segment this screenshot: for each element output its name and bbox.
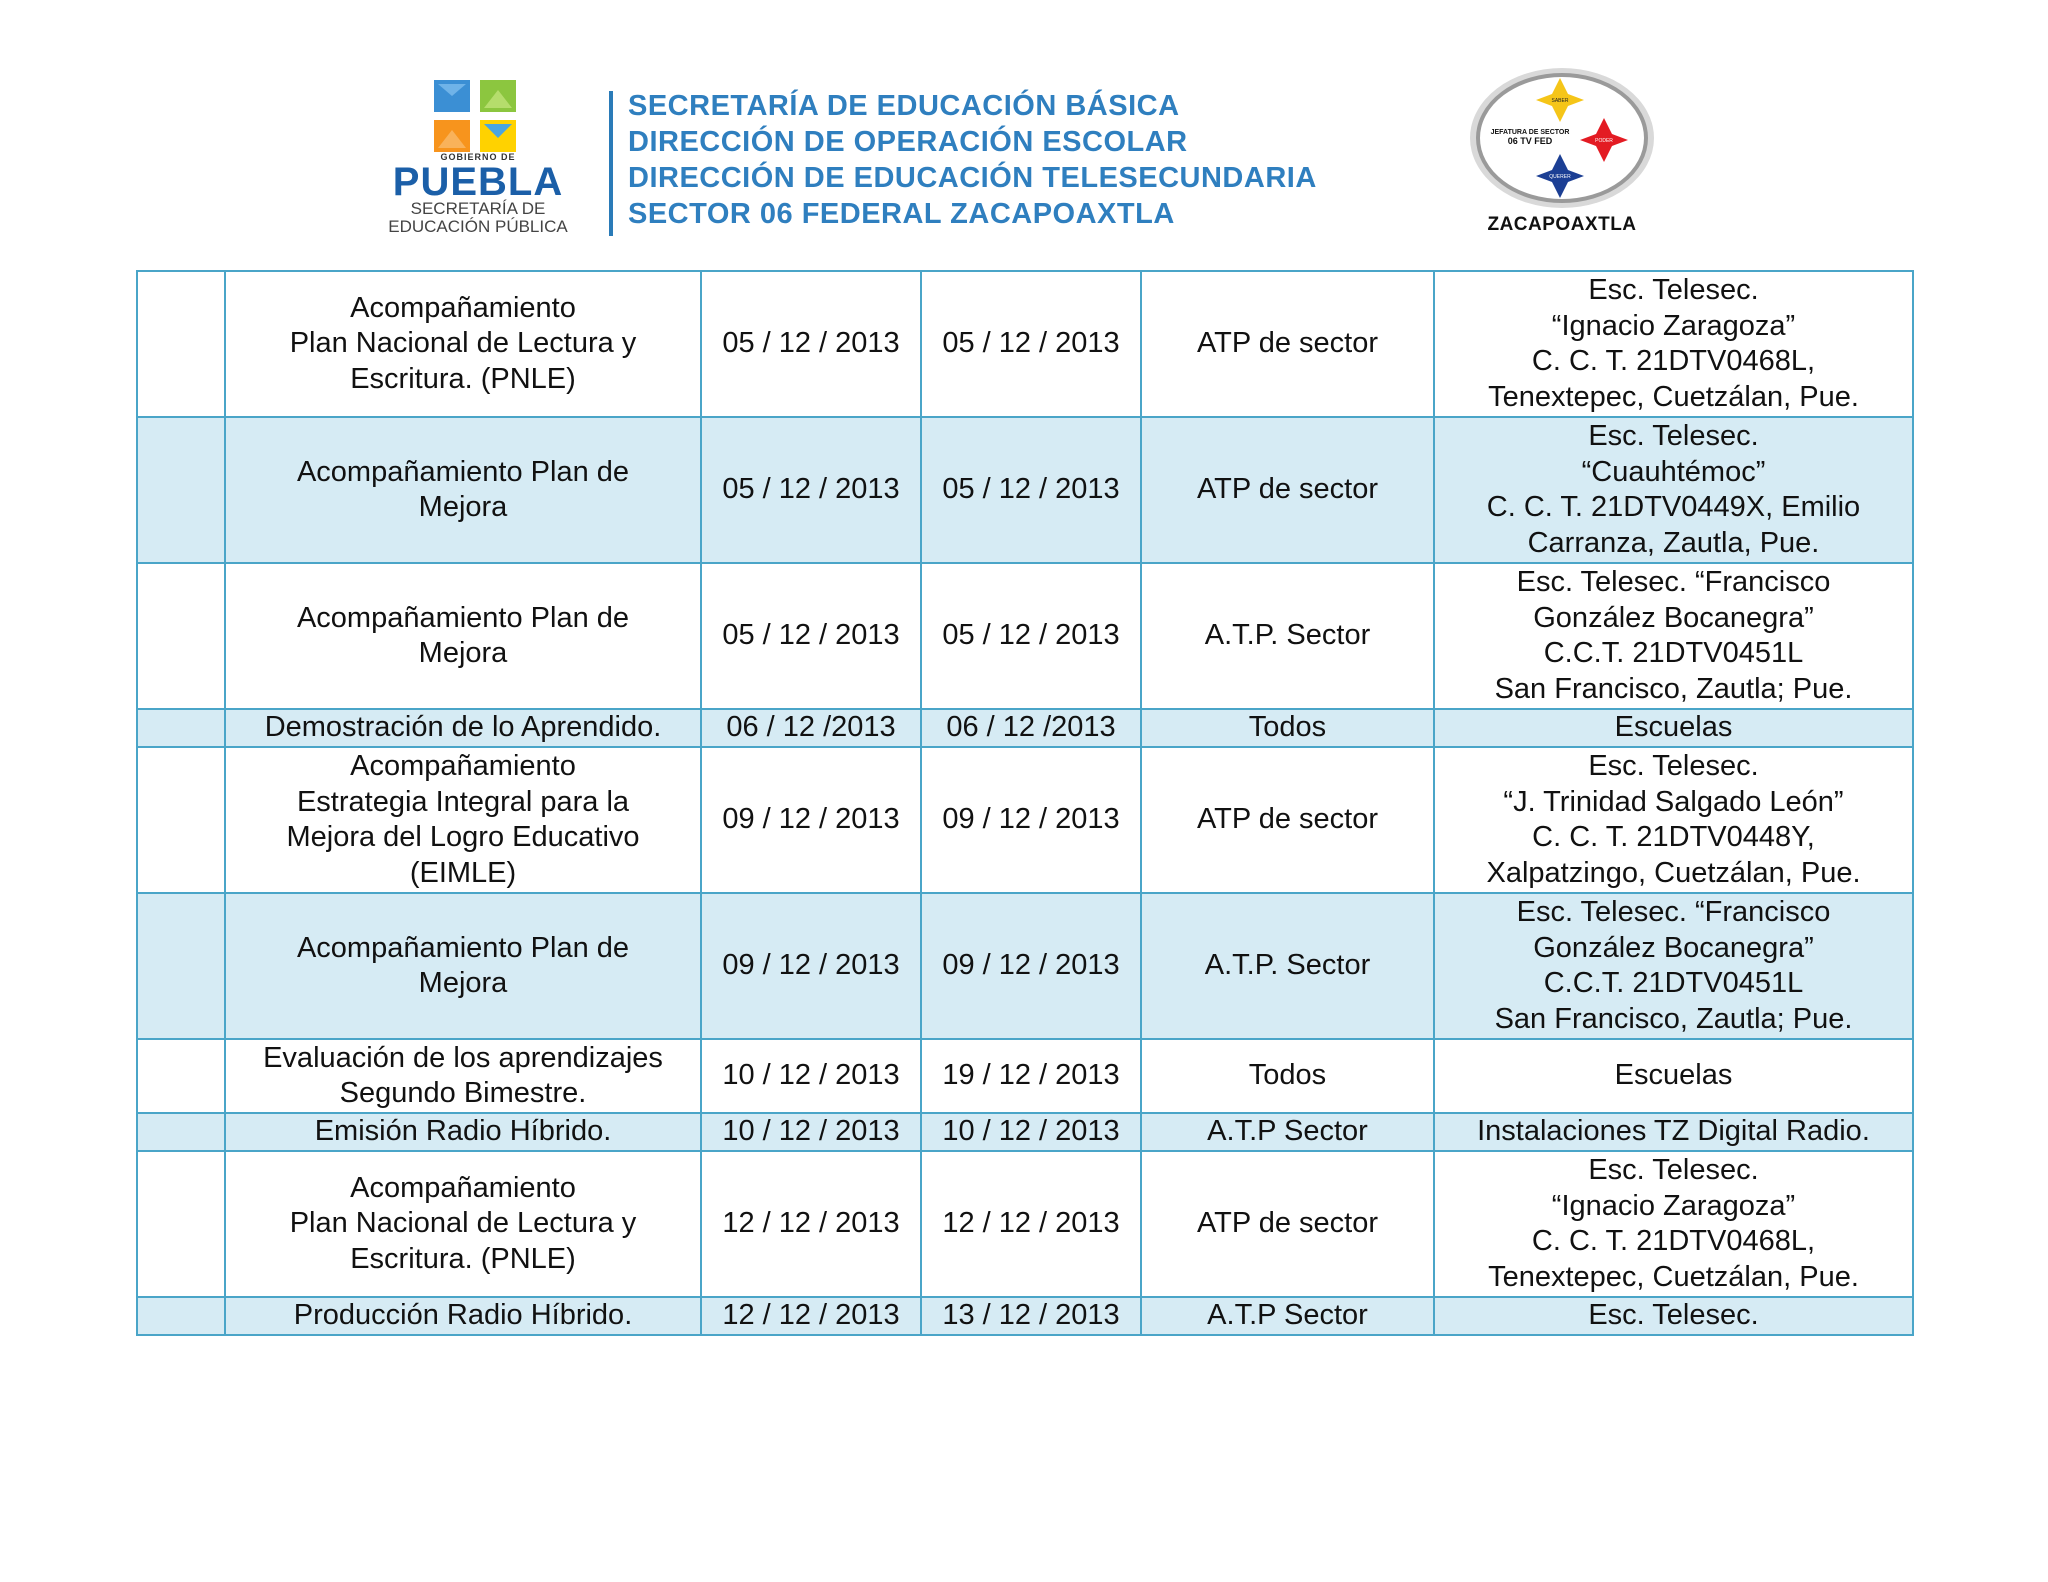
table-row	[137, 1113, 1913, 1151]
place-cell: Esc. Telesec. “Ignacio Zaragoza” C. C. T. 21DTV0468L, Tenextepec, Cuetzálan, Pue.	[1434, 271, 1913, 417]
table-row	[137, 271, 1913, 417]
table-row	[137, 893, 1913, 1039]
start-date-cell: 10 / 12 / 2013	[701, 1039, 921, 1113]
responsible-cell: ATP de sector	[1141, 417, 1434, 563]
activities-table	[136, 270, 1914, 1336]
row-number-cell	[137, 1113, 225, 1151]
logo-subtitle	[372, 200, 584, 236]
activity-cell: Acompañamiento Plan de Mejora	[225, 893, 701, 1039]
logo-subtitle-line1: SECRETARÍA DE	[410, 199, 546, 218]
puebla-pinwheel-icon	[432, 78, 522, 154]
activities-table-body	[137, 271, 1913, 1335]
document-header	[0, 0, 2048, 260]
start-date-cell: 05 / 12 / 2013	[701, 417, 921, 563]
activity-cell: Evaluación de los aprendizajes Segundo Bimestre.	[225, 1039, 701, 1113]
responsible-cell: ATP de sector	[1141, 747, 1434, 893]
start-date-cell: 12 / 12 / 2013	[701, 1297, 921, 1335]
row-number-cell	[137, 563, 225, 709]
end-date-cell: 05 / 12 / 2013	[921, 563, 1141, 709]
end-date-cell: 19 / 12 / 2013	[921, 1039, 1141, 1113]
place-cell: Escuelas	[1434, 1039, 1913, 1113]
table-row	[137, 1039, 1913, 1113]
end-date-cell: 05 / 12 / 2013	[921, 417, 1141, 563]
row-number-cell	[137, 709, 225, 747]
star-word-right: PODER	[1595, 138, 1613, 144]
end-date-cell: 09 / 12 / 2013	[921, 747, 1141, 893]
responsible-cell: A.T.P Sector	[1141, 1113, 1434, 1151]
end-date-cell: 13 / 12 / 2013	[921, 1297, 1141, 1335]
row-number-cell	[137, 893, 225, 1039]
place-cell: Esc. Telesec. “Francisco González Bocanegra” C.C.T. 21DTV0451L San Francisco, Zautla; Pue.	[1434, 893, 1913, 1039]
header-divider	[609, 91, 613, 236]
row-number-cell	[137, 747, 225, 893]
table-row	[137, 1297, 1913, 1335]
sector-06-logo	[1462, 62, 1662, 242]
responsible-cell: ATP de sector	[1141, 271, 1434, 417]
activity-cell: Demostración de lo Aprendido.	[225, 709, 701, 747]
end-date-cell: 10 / 12 / 2013	[921, 1113, 1141, 1151]
emblem-caption-line1: JEFATURA DE SECTOR	[1490, 129, 1570, 136]
table-row	[137, 709, 1913, 747]
activity-cell: Acompañamiento Estrategia Integral para la Mejora del Logro Educativo (EIMLE)	[225, 747, 701, 893]
end-date-cell: 09 / 12 / 2013	[921, 893, 1141, 1039]
end-date-cell: 06 / 12 /2013	[921, 709, 1141, 747]
responsible-cell: Todos	[1141, 709, 1434, 747]
start-date-cell: 10 / 12 / 2013	[701, 1113, 921, 1151]
activity-cell: Acompañamiento Plan de Mejora	[225, 563, 701, 709]
emblem-caption-line2: 06 TV FED	[1507, 136, 1553, 146]
star-word-top: SABER	[1551, 98, 1569, 104]
activity-cell: Emisión Radio Híbrido.	[225, 1113, 701, 1151]
table-row	[137, 563, 1913, 709]
responsible-cell: Todos	[1141, 1039, 1434, 1113]
activity-cell: Acompañamiento Plan Nacional de Lectura y Escritura. (PNLE)	[225, 271, 701, 417]
responsible-cell: A.T.P. Sector	[1141, 563, 1434, 709]
place-cell: Esc. Telesec. “Ignacio Zaragoza” C. C. T. 21DTV0468L, Tenextepec, Cuetzálan, Pue.	[1434, 1151, 1913, 1297]
row-number-cell	[137, 271, 225, 417]
header-title-line: DIRECCIÓN DE EDUCACIÓN TELESECUNDARIA	[628, 162, 1317, 194]
activity-cell: Acompañamiento Plan Nacional de Lectura y Escritura. (PNLE)	[225, 1151, 701, 1297]
table-row	[137, 417, 1913, 563]
header-titles	[628, 88, 1317, 232]
row-number-cell	[137, 1151, 225, 1297]
responsible-cell: A.T.P. Sector	[1141, 893, 1434, 1039]
end-date-cell: 05 / 12 / 2013	[921, 271, 1141, 417]
activity-cell: Producción Radio Híbrido.	[225, 1297, 701, 1335]
header-title-line: DIRECCIÓN DE OPERACIÓN ESCOLAR	[628, 126, 1188, 158]
activity-cell: Acompañamiento Plan de Mejora	[225, 417, 701, 563]
start-date-cell: 05 / 12 / 2013	[701, 271, 921, 417]
header-title-line: SECRETARÍA DE EDUCACIÓN BÁSICA	[628, 90, 1180, 122]
start-date-cell: 09 / 12 / 2013	[701, 893, 921, 1039]
puebla-sep-logo	[372, 72, 584, 242]
place-cell: Esc. Telesec.	[1434, 1297, 1913, 1335]
row-number-cell	[137, 417, 225, 563]
table-row	[137, 1151, 1913, 1297]
star-word-bottom: QUERER	[1549, 174, 1571, 180]
end-date-cell: 12 / 12 / 2013	[921, 1151, 1141, 1297]
start-date-cell: 12 / 12 / 2013	[701, 1151, 921, 1297]
logo-subtitle-line2: EDUCACIÓN PÚBLICA	[388, 217, 568, 236]
header-title-line: SECTOR 06 FEDERAL ZACAPOAXTLA	[628, 198, 1175, 230]
start-date-cell: 06 / 12 /2013	[701, 709, 921, 747]
three-stars-emblem-icon	[1464, 62, 1660, 212]
place-cell: Esc. Telesec. “Cuauhtémoc” C. C. T. 21DTV0449X, Emilio Carranza, Zautla, Pue.	[1434, 417, 1913, 563]
responsible-cell: A.T.P Sector	[1141, 1297, 1434, 1335]
sector-logo-name: ZACAPOAXTLA	[1487, 214, 1637, 235]
place-cell: Esc. Telesec. “Francisco González Bocanegra” C.C.T. 21DTV0451L San Francisco, Zautla; Pue.	[1434, 563, 1913, 709]
start-date-cell: 09 / 12 / 2013	[701, 747, 921, 893]
place-cell: Esc. Telesec. “J. Trinidad Salgado León” C. C. T. 21DTV0448Y, Xalpatzingo, Cuetzálan, Pue.	[1434, 747, 1913, 893]
logo-name: PUEBLA	[392, 160, 564, 204]
place-cell: Instalaciones TZ Digital Radio.	[1434, 1113, 1913, 1151]
place-cell: Escuelas	[1434, 709, 1913, 747]
row-number-cell	[137, 1297, 225, 1335]
logo-small-caption: GOBIERNO DE	[440, 152, 516, 162]
responsible-cell: ATP de sector	[1141, 1151, 1434, 1297]
table-row	[137, 747, 1913, 893]
start-date-cell: 05 / 12 / 2013	[701, 563, 921, 709]
row-number-cell	[137, 1039, 225, 1113]
